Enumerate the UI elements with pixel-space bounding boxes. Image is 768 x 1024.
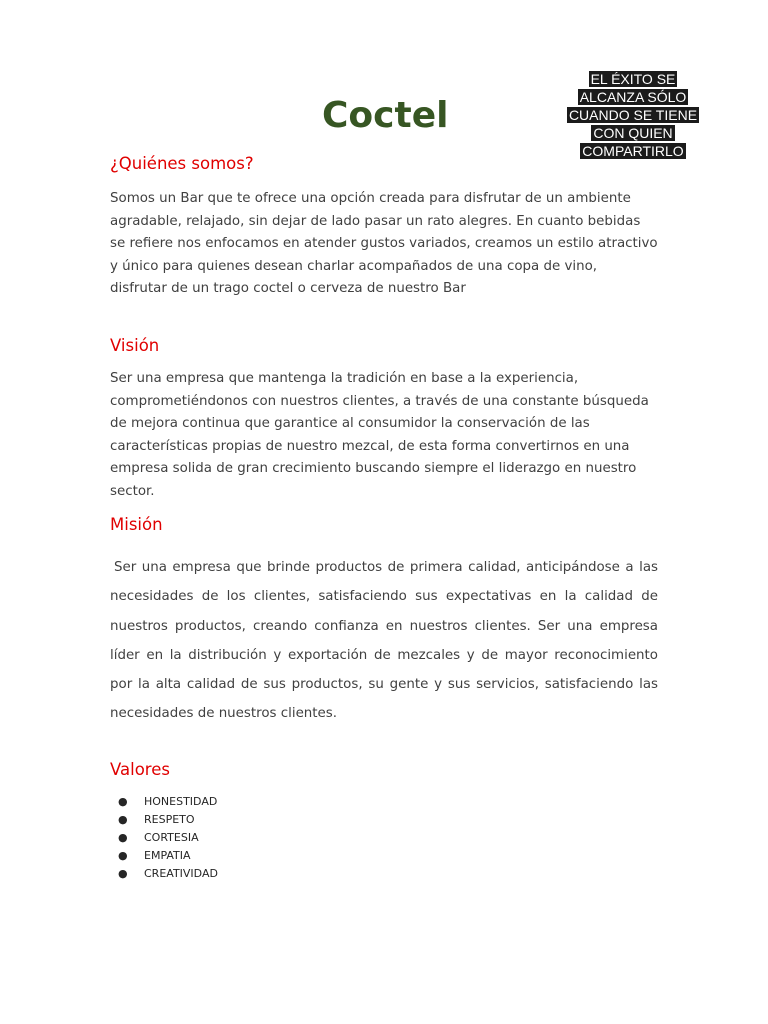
value-label: CREATIVIDAD <box>144 867 218 880</box>
paragraph-quienes-somos: Somos un Bar que te ofrece una opción creada para disfrutar de un ambiente agradable, relajado, sin dejar de lado pasar un rato alegres. En cuanto bebidas se refiere nos enfocamos en atender gustos variados, creamos un estilo atractivo y único para quienes desean charlar acompañados de una copa de vino, disfrutar de un trago coctel o cerveza de nuestro Bar <box>110 191 658 297</box>
list-item <box>110 793 218 811</box>
bullet-icon: ● <box>118 831 128 844</box>
heading-mision: Misión <box>110 515 163 534</box>
value-label: CORTESIA <box>144 831 199 844</box>
bullet-icon: ● <box>118 849 128 862</box>
values-list <box>110 793 218 883</box>
value-label: RESPETO <box>144 813 195 826</box>
list-item <box>110 829 218 847</box>
paragraph-mision: Ser una empresa que brinde productos de primera calidad, anticipándose a las necesidades de los clientes, satisfaciendo sus expectativas en la calidad de nuestros productos, creando confianza en nuestros clientes. Ser una empresa líder en la distribución y exportación de mezcales y de mayor reconocimiento por la alta calidad de sus productos, su gente y sus servicios, satisfaciendo las necesidades de nuestros clientes. <box>110 560 658 722</box>
list-item <box>110 865 218 883</box>
quote-line: CUANDO SE TIENE <box>568 107 698 123</box>
list-item <box>110 811 218 829</box>
paragraph-vision: Ser una empresa que mantenga la tradición en base a la experiencia, comprometiéndonos con nuestros clientes, a través de una constante búsqueda de mejora continua que garantice al consumidor la conservación de las características propias de nuestro mezcal, de esta forma convertirnos en una empresa solida de gran crecimiento buscando siempre el liderazgo en nuestro sector. <box>110 371 649 499</box>
bullet-icon: ● <box>118 867 128 880</box>
heading-vision: Visión <box>110 336 160 355</box>
quote-box <box>560 70 706 160</box>
quote-line: ALCANZA SÓLO <box>579 89 687 105</box>
quote-line: CON QUIEN <box>593 125 673 141</box>
value-label: EMPATIA <box>144 849 191 862</box>
bullet-icon: ● <box>118 813 128 826</box>
heading-valores: Valores <box>110 760 170 779</box>
heading-quienes-somos: ¿Quiénes somos? <box>110 154 254 173</box>
page-title: Coctel <box>322 95 449 136</box>
list-item <box>110 847 218 865</box>
value-label: HONESTIDAD <box>144 795 218 808</box>
bullet-icon: ● <box>118 795 128 808</box>
quote-line: COMPARTIRLO <box>582 143 684 159</box>
quote-line: EL ÉXITO SE <box>590 71 676 87</box>
